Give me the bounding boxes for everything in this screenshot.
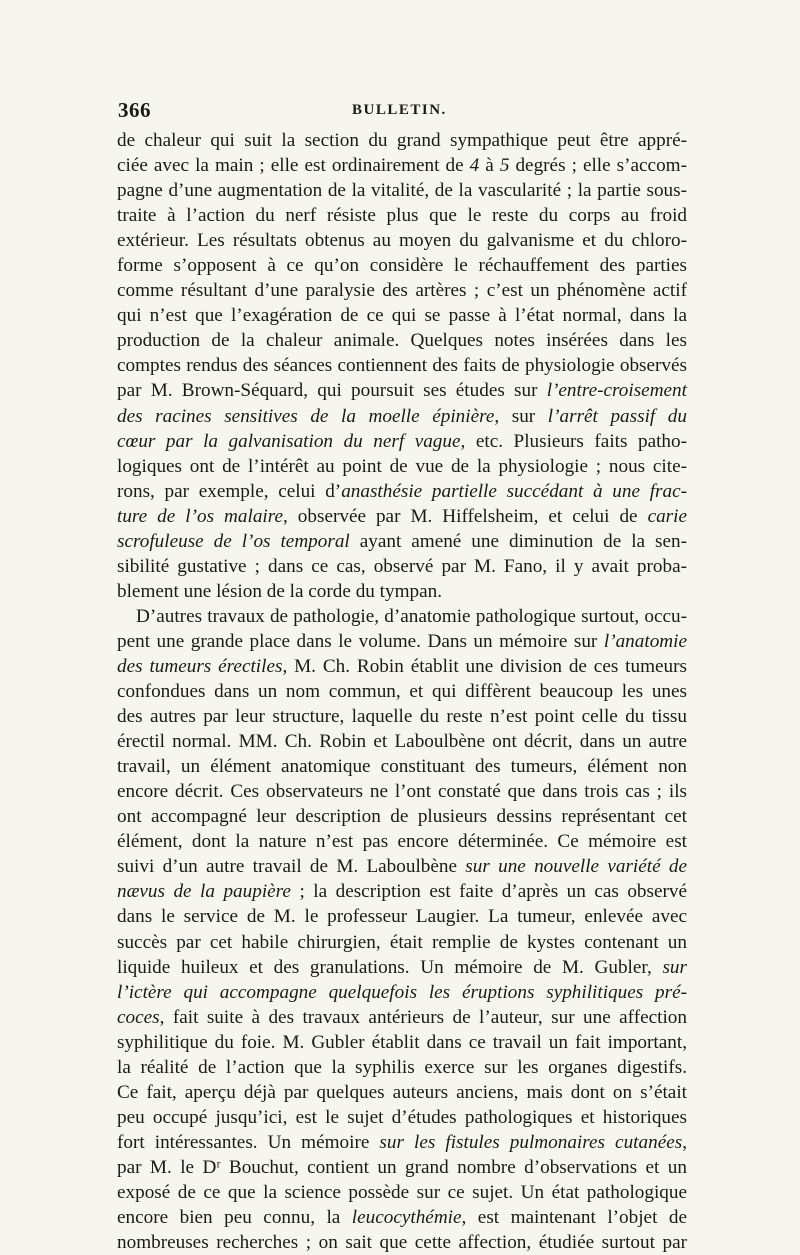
text-segment: , M. Ch. Robin établit une division de ces tumeurs xyxy=(282,655,687,677)
text-segment: , xyxy=(682,1131,687,1153)
text-line xyxy=(117,1180,687,1205)
text-segment: , sur xyxy=(494,405,548,427)
text-line xyxy=(117,779,687,804)
text-line xyxy=(117,1055,687,1080)
italic-text: l’ictère qui accompagne quelquefois les éruptions syphilitiques pré- xyxy=(117,981,687,1003)
text-segment: rons, par exemple, celui d’ xyxy=(117,480,342,502)
italic-text: sur une nouvelle variété de xyxy=(465,856,687,878)
text-line xyxy=(117,679,687,704)
text-segment: ont accompagné leur description de plusieurs dessins représentant cet xyxy=(117,806,687,828)
page-number: 366 xyxy=(118,98,151,122)
text-line xyxy=(117,879,687,904)
text-segment: D’autres travaux de pathologie, d’anatomie pathologique surtout, occu- xyxy=(136,605,687,627)
text-segment: liquide huileux et des granulations. Un mémoire de M. Gubler, xyxy=(117,956,663,978)
text-line xyxy=(117,604,687,629)
page-header xyxy=(118,98,688,128)
text-line xyxy=(117,1005,687,1030)
italic-text: l’anatomie xyxy=(603,630,687,652)
text-segment: la réalité de l’action que la syphilis exerce sur les organes digestifs. xyxy=(117,1056,687,1078)
italic-text: l’entre-croisement xyxy=(546,380,687,402)
text-line xyxy=(117,704,687,729)
text-line xyxy=(117,253,687,278)
text-segment: ciée avec la main ; elle est ordinairement de xyxy=(117,155,470,177)
text-line xyxy=(117,153,687,178)
text-segment: peu occupé jusqu’ici, est le sujet d’études pathologiques et historiques xyxy=(117,1106,687,1128)
text-segment: érectil normal. MM. Ch. Robin et Laboulbène ont décrit, dans un autre xyxy=(117,731,687,753)
text-segment: fort intéressantes. Un mémoire xyxy=(117,1131,380,1153)
text-segment: ; la description est faite d’après un cas observé xyxy=(290,881,687,903)
text-segment: , est maintenant l’objet de xyxy=(461,1207,687,1229)
text-segment: encore décrit. Ces observateurs ne l’ont constaté que dans trois cas ; ils xyxy=(117,781,687,803)
text-segment: blement une lésion de la corde du tympan. xyxy=(117,580,443,602)
italic-text: coces xyxy=(117,1006,160,1028)
text-line xyxy=(117,529,687,554)
text-line xyxy=(117,904,687,929)
text-line xyxy=(117,804,687,829)
text-segment: élément, dont la nature n’est pas encore déterminée. Ce mémoire est xyxy=(117,831,687,853)
text-line xyxy=(117,980,687,1005)
italic-text: 5 xyxy=(499,155,510,177)
body-text xyxy=(117,128,687,1255)
text-line xyxy=(117,278,687,303)
text-segment: pagne d’une augmentation de la vitalité, de la vascularité ; la partie sous- xyxy=(117,180,687,202)
text-segment: dans le service de M. le professeur Laugier. La tumeur, enlevée avec xyxy=(117,906,687,928)
italic-text: l’arrêt passif du xyxy=(547,405,687,427)
italic-text: carie xyxy=(647,505,687,527)
text-segment: degrés ; elle s’accom- xyxy=(509,155,687,177)
text-line xyxy=(117,429,687,454)
italic-text: ture de l’os malaire xyxy=(117,505,284,527)
text-segment: par M. Brown-Séquard, qui poursuit ses études sur xyxy=(117,380,547,402)
text-segment: comptes rendus des séances contiennent des faits de physiologie observés xyxy=(117,355,687,377)
text-segment: succès par cet habile chirurgien, était remplie de kystes contenant un xyxy=(117,931,687,953)
text-segment: syphilitique du foie. M. Gubler établit dans ce travail un fait important, xyxy=(117,1031,687,1053)
text-segment: forme s’opposent à ce qu’on considère le réchauffement des parties xyxy=(117,255,687,277)
text-segment: pent une grande place dans le volume. Dans un mémoire sur xyxy=(117,630,604,652)
text-line xyxy=(117,303,687,328)
text-segment: suivi d’un autre travail de M. Laboulbène xyxy=(117,856,466,878)
text-segment: , etc. Plusieurs faits patho- xyxy=(460,430,688,452)
text-segment: traite à l’action du nerf résiste plus que le reste du corps au froid xyxy=(117,205,687,227)
text-line xyxy=(117,1105,687,1130)
text-segment: production de la chaleur animale. Quelques notes insérées dans les xyxy=(117,330,687,352)
text-line xyxy=(117,378,687,403)
text-line xyxy=(117,353,687,378)
text-line xyxy=(117,829,687,854)
text-line xyxy=(117,1030,687,1055)
text-segment: ayant amené une diminution de la sen- xyxy=(349,530,687,552)
italic-text: des tumeurs érectiles xyxy=(117,655,283,677)
text-line xyxy=(117,654,687,679)
text-line xyxy=(117,955,687,980)
running-head: BULLETIN. xyxy=(352,102,447,118)
italic-text: 4 xyxy=(469,155,480,177)
text-segment: extérieur. Les résultats obtenus au moyen du galvanisme et du chloro- xyxy=(117,230,687,252)
text-segment: exposé de ce que la science possède sur ce sujet. Un état pathologique xyxy=(117,1181,687,1203)
text-line xyxy=(117,554,687,579)
text-segment: par M. le Dʳ Bouchut, contient un grand nombre d’observations et un xyxy=(117,1156,687,1178)
italic-text: nævus de la paupière xyxy=(117,881,291,903)
text-segment: Ce fait, aperçu déjà par quelques auteurs anciens, mais dont on s’était xyxy=(117,1081,687,1103)
italic-text: sur xyxy=(662,956,687,978)
text-segment: confondues dans un nom commun, et qui diffèrent beaucoup les unes xyxy=(117,681,687,703)
text-segment: , observée par M. Hiffelsheim, et celui de xyxy=(283,505,648,527)
text-line xyxy=(117,729,687,754)
text-line xyxy=(117,228,687,253)
text-segment: de chaleur qui suit la section du grand sympathique peut être appré- xyxy=(117,130,687,151)
italic-text: scrofuleuse de l’os temporal xyxy=(117,530,350,552)
italic-text: des racines sensitives de la moelle épinière xyxy=(117,405,495,427)
text-segment: des autres par leur structure, laquelle du reste n’est point celle du tissu xyxy=(117,706,687,728)
text-line xyxy=(117,1155,687,1180)
text-segment: à xyxy=(479,155,500,177)
text-line xyxy=(117,404,687,429)
text-line xyxy=(117,1080,687,1105)
text-line xyxy=(117,454,687,479)
text-line xyxy=(117,178,687,203)
text-segment: logiques ont de l’intérêt au point de vue de la physiologie ; nous cite- xyxy=(117,455,687,477)
text-segment: comme résultant d’une paralysie des artères ; c’est un phénomène actif xyxy=(117,280,687,302)
text-segment: travail, un élément anatomique constituant des tumeurs, élément non xyxy=(117,756,687,778)
text-line xyxy=(117,1205,687,1230)
text-line xyxy=(117,128,687,153)
text-line xyxy=(117,1130,687,1155)
italic-text: leucocythémie xyxy=(351,1207,462,1229)
italic-text: anasthésie partielle succédant à une frac- xyxy=(341,480,687,502)
text-line xyxy=(117,479,687,504)
text-line xyxy=(117,579,687,604)
text-line xyxy=(117,754,687,779)
text-line xyxy=(117,629,687,654)
text-line xyxy=(117,203,687,228)
italic-text: cœur par la galvanisation du nerf vague xyxy=(117,430,461,452)
text-segment: sibilité gustative ; dans ce cas, observé par M. Fano, il y avait proba- xyxy=(117,555,687,577)
text-line xyxy=(117,328,687,353)
text-line xyxy=(117,504,687,529)
text-segment: , fait suite à des travaux antérieurs de l’auteur, sur une affection xyxy=(159,1006,687,1028)
text-segment: nombreuses recherches ; on sait que cette affection, étudiée surtout par xyxy=(117,1232,687,1254)
text-segment: encore bien peu connu, la xyxy=(117,1207,352,1229)
text-line xyxy=(117,854,687,879)
italic-text: sur les fistules pulmonaires cutanées xyxy=(379,1131,683,1153)
text-line xyxy=(117,930,687,955)
text-line xyxy=(117,1230,687,1255)
text-segment: qui n’est que l’exagération de ce qui se passe à l’état normal, dans la xyxy=(117,305,687,327)
